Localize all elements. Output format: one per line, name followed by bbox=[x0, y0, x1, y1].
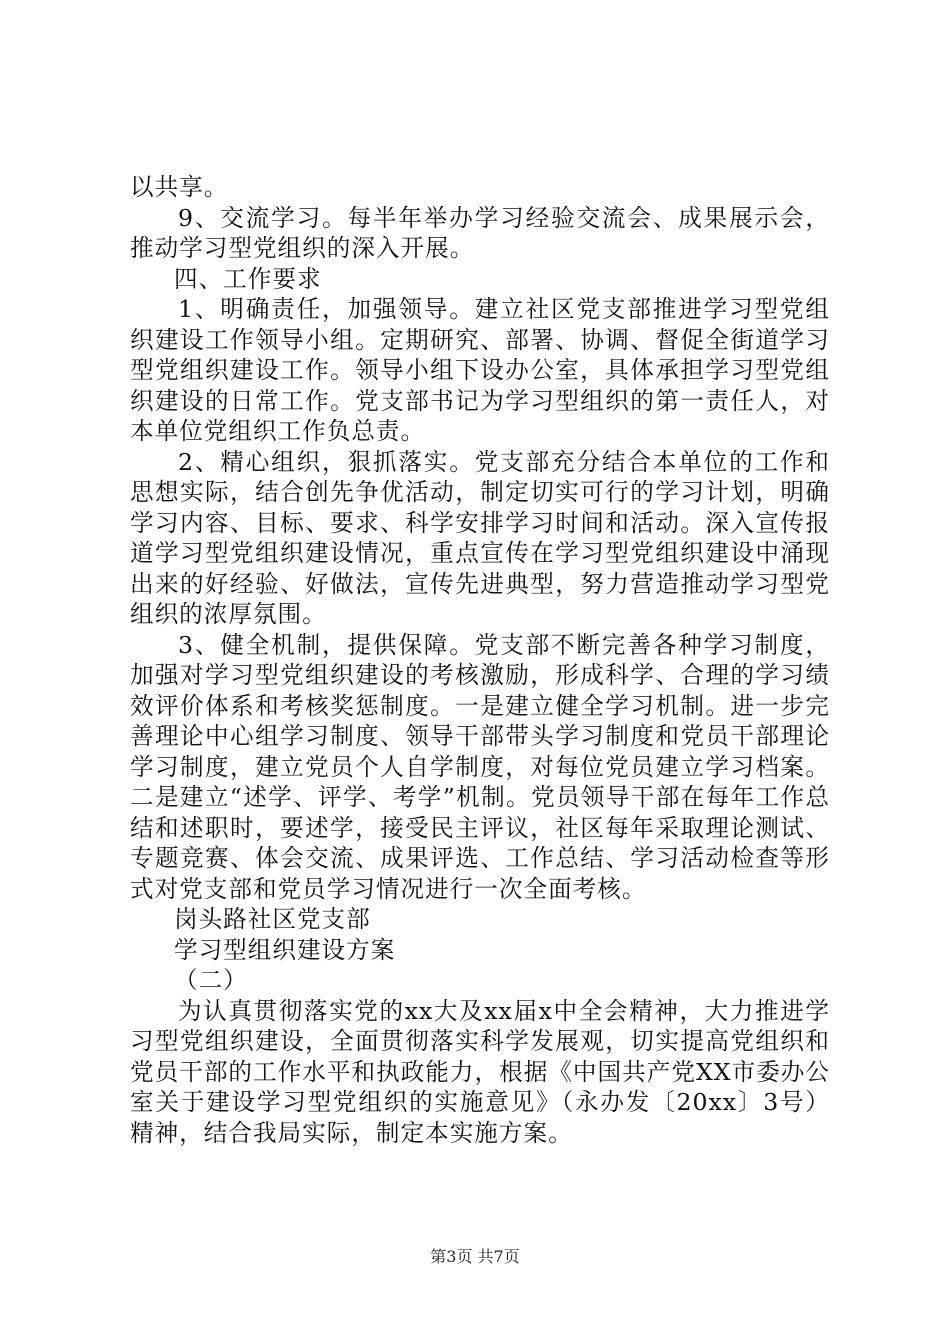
section-heading: 四、工作要求 bbox=[174, 264, 322, 293]
paragraph: 9、交流学习。每半年举办学习经验交流会、成果展示会，推动学习型党组织的深入开展。 bbox=[130, 203, 830, 262]
paragraph: 1、明确责任，加强领导。建立社区党支部推进学习型党组织建设工作领导小组。定期研究、部署、协调、督促全街道学习型党组织建设工作。领导小组下设办公室，具体承担学习型党组织建设的日常工作。党支部书记为学习型组织的第一责任人，对本单位党组织工作负总责。 bbox=[130, 295, 830, 445]
paragraph: 为认真贯彻落实党的xx大及xx届x中全会精神，大力推进学习型党组织建设，全面贯彻落实科学发展观，切实提高党组织和党员干部的工作水平和执政能力，根据《中国共产党XX市委办公室关于建设学习型党组织的实施意见》（永办发〔20xx〕3号）精神，结合我局实际，制定本实施方案。 bbox=[130, 996, 830, 1147]
paragraph: 以共享。 bbox=[130, 173, 229, 201]
page-number-footer: 第3页 共7页 bbox=[430, 1247, 520, 1266]
paragraph: 3、健全机制，提供保障。党支部不断完善各种学习制度，加强对学习型党组织建设的考核激励，形成科学、合理的学习绩效评价体系和考核奖惩制度。一是建立健全学习机制。进一步完善理论中心组学习制度、领导干部带头学习制度和党员干部理论学习制度，建立党员个人自学制度，对每位党员建立学习档案。二是建立“述学、评学、考学”机制。党员领导干部在每年工作总结和述职时，要述学，接受民主评议，社区每年采取理论测试、专题竞赛、体会交流、成果评选、工作总结、学习活动检查等形式对党支部和党员学习情况进行一次全面考核。 bbox=[130, 630, 830, 903]
organization-name: 岗头路社区党支部 bbox=[174, 905, 371, 933]
document-title: 学习型组织建设方案 bbox=[174, 935, 396, 964]
paragraph: 2、精心组织，狠抓落实。党支部充分结合本单位的工作和思想实际，结合创先争优活动，制定切实可行的学习计划，明确学习内容、目标、要求、科学安排学习时间和活动。深入宣传报道学习型党组织建设情况，重点宣传在学习型党组织建设中涌现出来的好经验、好做法，宣传先进典型，努力营造推动学习型党组织的浓厚氛围。 bbox=[130, 447, 830, 628]
document-body bbox=[130, 172, 830, 1148]
document-subtitle: （二） bbox=[174, 966, 248, 994]
